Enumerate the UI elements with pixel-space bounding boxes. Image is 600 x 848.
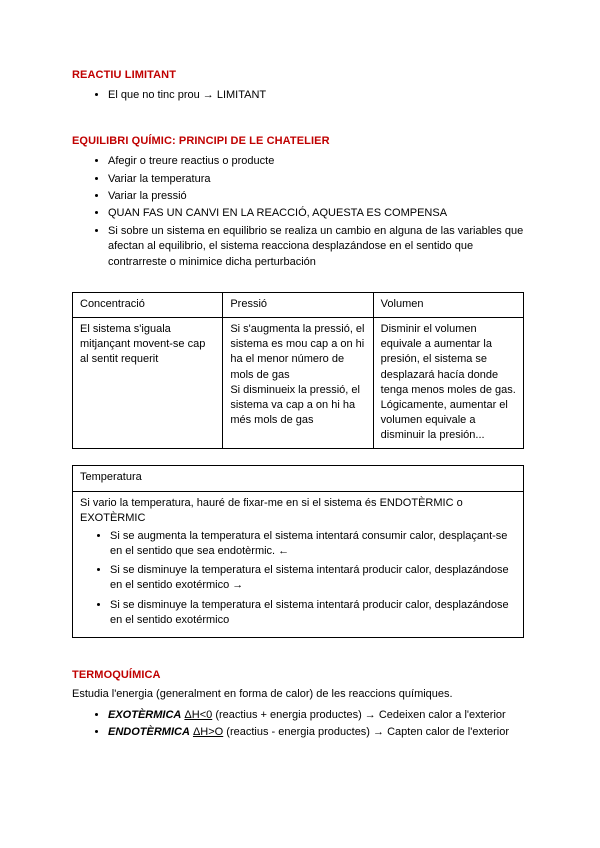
heading-equilibri-quimic: EQUILIBRI QUÍMIC: PRINCIPI DE LE CHATELIER [72, 134, 330, 147]
bullet-item [108, 708, 524, 723]
table-cell-volumen [373, 318, 523, 449]
table-header-row [73, 292, 524, 317]
table-header-temperatura: Temperatura [73, 466, 524, 491]
bullet-item: • QUAN FAS UN CANVI EN LA REACCIÓ, AQUESTA ES COMPENSA [108, 206, 524, 221]
bullet-item: • Variar la pressió [108, 189, 524, 204]
termoquimica-bullet-list [72, 708, 524, 741]
table-cell-temperatura [73, 491, 524, 637]
table-header-concentracio: Concentració [73, 292, 223, 317]
bullet-item [108, 725, 524, 740]
bullet-item: • Si sobre un sistema en equilibrio se realiza un cambio en alguna de las variables que afectan al equilibrio, el sistema reacciona desplazándose en el sentido que contrarreste o minimice dicha perturbación [108, 224, 524, 270]
formula-delta-h-positive: ΔH>O [192, 726, 224, 739]
formula-delta-h-negative: ΔH<0 [184, 708, 213, 721]
table-cell-concentracio [73, 318, 223, 449]
cell-paragraph: El sistema s'iguala mitjançant movent-se cap al sentit requerit [80, 323, 206, 366]
table-header-pressio: Pressió [223, 292, 373, 317]
table-row [73, 491, 524, 637]
term-exotermica: EXOTÈRMICA [108, 708, 182, 721]
table-cell-pressio [223, 318, 373, 449]
heading-termoquimica: TERMOQUÍMICA [72, 669, 161, 681]
bullet-item: • Variar la temperatura [108, 172, 524, 187]
equilibri-bullet-list [72, 154, 524, 270]
bullet-item: • Si se augmenta la temperatura el sistema intentará consumir calor, desplaçant-se en el sentido que sea endotèrmic. ← [110, 529, 516, 559]
reactiu-bullet-list [72, 88, 524, 103]
concentracio-pressio-volumen-table [72, 292, 524, 450]
cell-paragraph: Disminir el volumen equivale a aumentar la presión, el sistema se desplazará hacía donde tenga menos moles de gas. Lógicamente, aumentar el volumen equivale a disminuir la presión... [380, 323, 516, 442]
table-row [73, 318, 524, 449]
bullet-text: (reactius + energia productes) → Cedeixen calor a l'exterior [215, 708, 506, 721]
temperatura-bullet-list [80, 529, 516, 628]
bullet-text: (reactius - energia productes) → Capten calor de l'exterior [226, 726, 510, 739]
table-header-volumen: Volumen [373, 292, 523, 317]
heading-reactiu-limitant: REACTIU LIMITANT [72, 69, 177, 81]
termoquimica-intro: Estudia l'energia (generalment en forma de calor) de les reaccions químiques. [72, 688, 453, 701]
cell-paragraph: Si disminueix la pressió, el sistema va cap a on hi ha més mols de gas [230, 383, 360, 427]
table-header-row [73, 466, 524, 491]
temperatura-intro: Si vario la temperatura, hauré de fixar-me en si el sistema és ENDOTÈRMIC o EXOTÈRMIC [80, 496, 463, 524]
bullet-item: • Si se disminuye la temperatura el sistema intentará producir calor, desplazándose en el sentido exotérmico → [110, 563, 516, 593]
cell-paragraph: Si s'augmenta la pressió, el sistema es mou cap a on hi ha el menor número de mols de gas [230, 323, 365, 381]
bullet-item: • Si se disminuye la temperatura el sistema intentará producir calor, desplazándose en el sentido exotérmico [110, 598, 516, 628]
bullet-item: • Afegir o treure reactius o producte [108, 154, 524, 169]
bullet-item: • El que no tinc prou → LIMITANT [108, 88, 524, 103]
term-endotermica: ENDOTÈRMICA [108, 726, 190, 739]
temperatura-table [72, 465, 524, 638]
